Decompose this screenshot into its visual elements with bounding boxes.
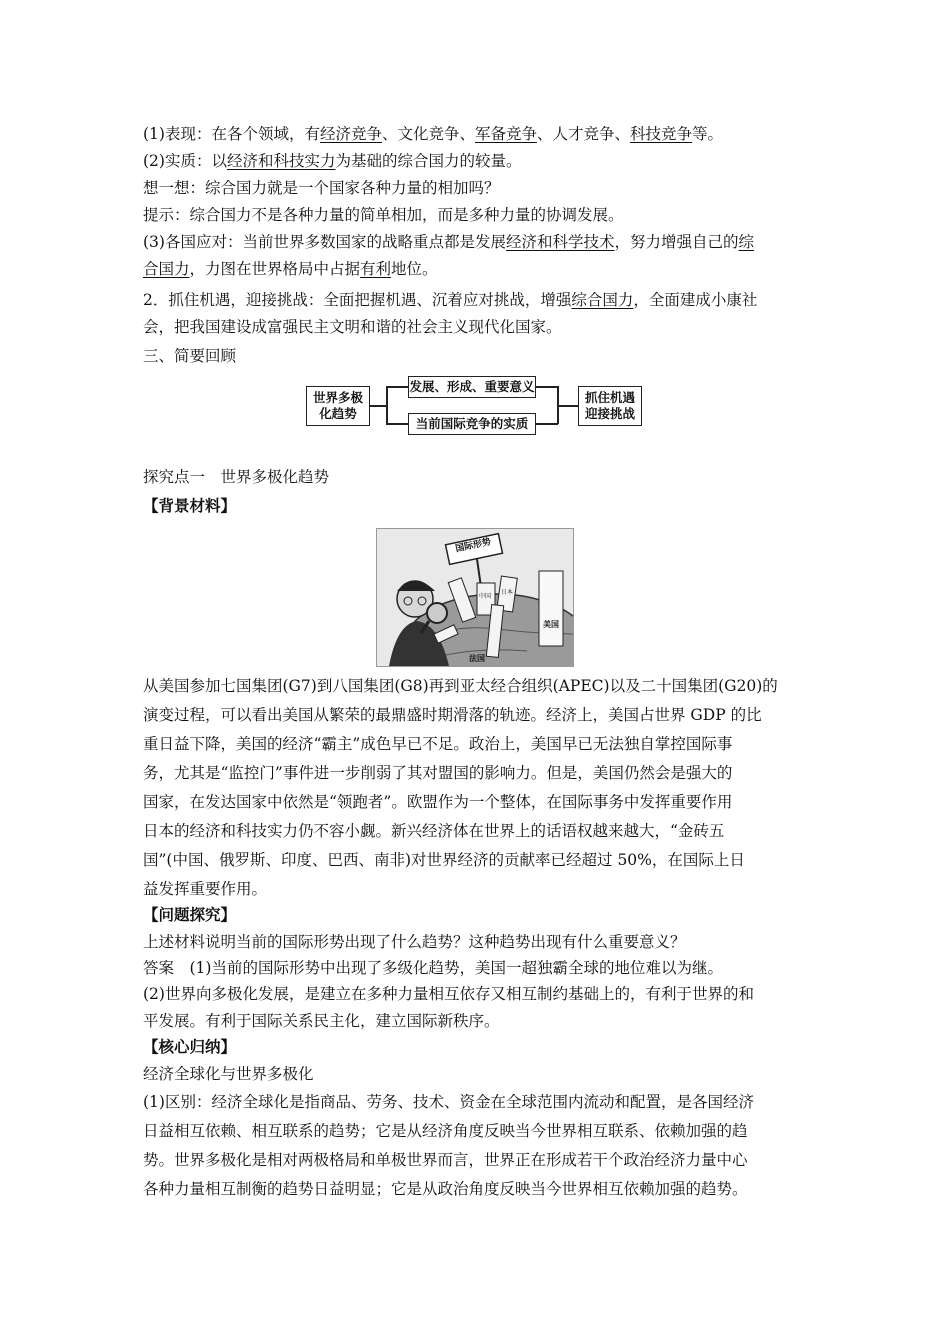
text: 等。 — [692, 125, 724, 143]
connector — [557, 405, 578, 407]
material-line: 务，尤其是“监控门”事件进一步削弱了其对盟国的影响力。但是，美国仍然会是强大的 — [143, 764, 733, 782]
answer-line: 答案 (1)当前的国际形势中出现了多级化趋势，美国一超独霸全球的地位难以为继。 — [143, 959, 723, 977]
cartoon-illustration — [376, 528, 574, 667]
underlined-term: 综 — [738, 233, 755, 251]
diagram-bottom-box: 当前国际竞争的实质 — [408, 413, 536, 435]
explore-heading: 探究点一 世界多极化趋势 — [143, 468, 330, 486]
item-response-line2 — [143, 259, 438, 279]
label-usa: 美国 — [543, 620, 559, 629]
underlined-term: 综合国力 — [571, 291, 634, 309]
underlined-term: 合国力 — [143, 260, 190, 278]
text: 世界多极 — [312, 390, 363, 405]
text: 、人才竞争、 — [537, 125, 631, 143]
text: 迎接挑战 — [584, 406, 635, 421]
connector — [369, 405, 386, 407]
text: 2．抓住机遇，迎接挑战：全面把握机遇、沉着应对挑战，增强 — [143, 291, 572, 309]
item-essence — [143, 151, 522, 171]
core-text-line: 各种力量相互制衡的趋势日益明显；它是从政治角度反映当今世界相互依赖加强的趋势。 — [143, 1180, 748, 1198]
underlined-term: 有利 — [360, 260, 392, 278]
answer-line: 平发展。有利于国际关系民主化，建立国际新秩序。 — [143, 1012, 500, 1030]
core-text-line: 日益相互依赖、相互联系的趋势；它是从经济角度反映当今世界相互联系、依赖加强的趋 — [143, 1122, 748, 1140]
item-manifestation — [143, 124, 723, 144]
underlined-term: 经济和科学技术 — [505, 233, 615, 251]
material-line: 演变过程，可以看出美国从繁荣的最鼎盛时期滑落的轨迹。经济上，美国占世界 GDP 的比 — [143, 706, 762, 724]
connector — [386, 386, 388, 424]
point2-line1 — [143, 290, 757, 310]
core-title: 经济全球化与世界多极化 — [143, 1065, 314, 1083]
core-text-line: 势。世界多极化是相对两极格局和单极世界而言，世界正在形成若干个政治经济力量中心 — [143, 1151, 748, 1169]
connector — [386, 423, 408, 425]
answer-line: (2)世界向多极化发展，是建立在多种力量相互依存又相互制约基础上的，有利于世界的和 — [143, 985, 754, 1003]
underlined-term: 科技竞争 — [630, 125, 693, 143]
label-france: 法国 — [469, 654, 485, 663]
text: 地位。 — [391, 260, 438, 278]
core-label: 【核心归纳】 — [143, 1037, 237, 1056]
material-line: 日本的经济和科技实力仍不容小觑。新兴经济体在世界上的话语权越来越大，“金砖五 — [143, 822, 725, 840]
underlined-term: 军备竞争 — [475, 125, 538, 143]
hint-text: 提示：综合国力不是各种力量的简单相加，而是多种力量的协调发展。 — [143, 206, 624, 224]
material-line: 国”(中国、俄罗斯、印度、巴西、南非)对世界经济的贡献率已经超过 50%，在国际上日 — [143, 851, 745, 869]
material-line: 益发挥重要作用。 — [143, 880, 268, 898]
question-label: 【问题探究】 — [143, 905, 237, 924]
text: (1)表现：在各个领域，有 — [143, 125, 320, 143]
label-china: 中国 — [479, 593, 492, 600]
material-line: 国家，在发达国家中依然是“领跑者”。欧盟作为一个整体，在国际事务中发挥重要作用 — [143, 793, 733, 811]
diagram-right-box — [578, 386, 642, 426]
connector — [386, 386, 408, 388]
text: 化趋势 — [319, 406, 357, 421]
diagram-left-box — [306, 386, 370, 426]
sign-label: 国际形势 — [454, 537, 492, 555]
text: (2)实质：以 — [143, 152, 227, 170]
text: ，努力增强自己的 — [614, 233, 739, 251]
text: 为基础的综合国力的较量。 — [335, 152, 522, 170]
background-material-label: 【背景材料】 — [143, 496, 237, 515]
core-text-line: (1)区别：经济全球化是指商品、劳务、技术、资金在全球范围内流动和配置，是各国经济 — [143, 1093, 754, 1111]
label-japan: 日本 — [501, 589, 514, 596]
question-text: 上述材料说明当前的国际形势出现了什么趋势？这种趋势出现有什么重要意义？ — [143, 933, 686, 951]
think-question: 想一想：综合国力就是一个国家各种力量的相加吗？ — [143, 179, 500, 197]
connector — [536, 423, 558, 425]
review-heading: 三、简要回顾 — [143, 347, 237, 365]
underlined-term: 经济竞争 — [319, 125, 382, 143]
point2-line2: 会，把我国建设成富强民主文明和谐的社会主义现代化国家。 — [143, 318, 562, 336]
text: 抓住机遇 — [584, 390, 635, 405]
connector — [536, 386, 558, 388]
material-line: 重日益下降，美国的经济“霸主”成色早已不足。政治上，美国早已无法独自掌控国际事 — [143, 735, 733, 753]
text: ，力图在世界格局中占据 — [189, 260, 361, 278]
text: ，全面建成小康社 — [633, 291, 758, 309]
material-line: 从美国参加七国集团(G7)到八国集团(G8)再到亚太经合组织(APEC)以及二十国集团(G20)的 — [143, 677, 778, 695]
text: 、文化竞争、 — [381, 125, 475, 143]
item-response-line1 — [143, 232, 754, 252]
underlined-term: 经济和科技实力 — [226, 152, 336, 170]
diagram-top-box: 发展、形成、重要意义 — [408, 376, 536, 398]
text: (3)各国应对：当前世界多数国家的战略重点都是发展 — [143, 233, 506, 251]
